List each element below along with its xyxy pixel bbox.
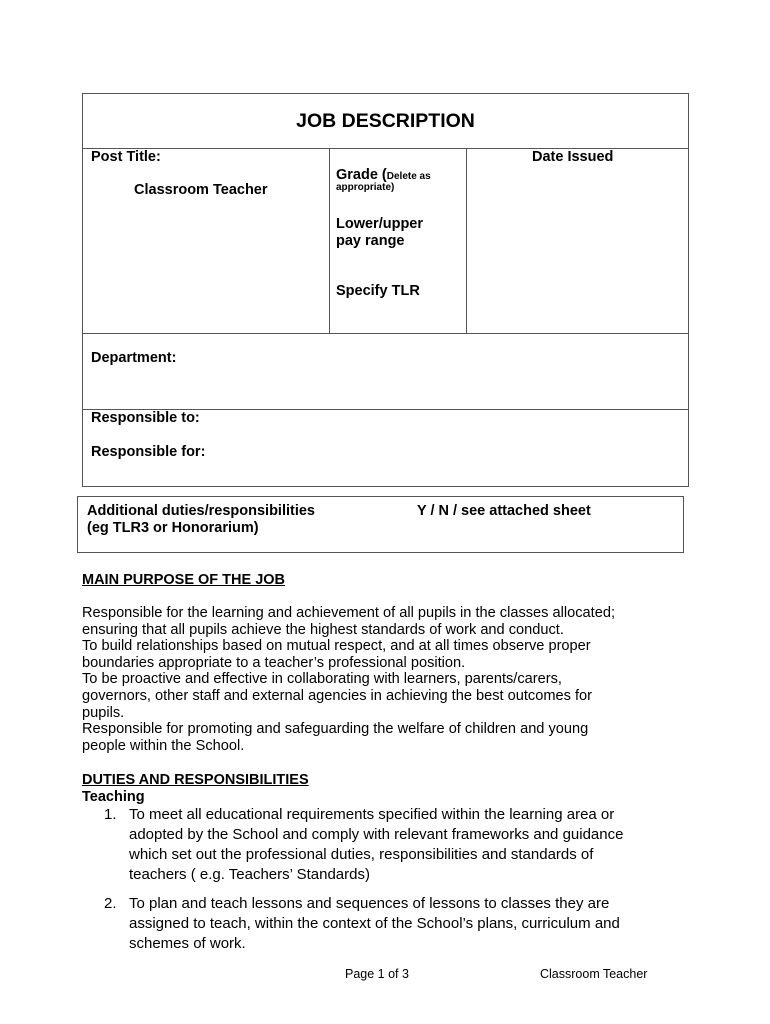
duty-line: schemes of work. — [129, 935, 246, 952]
footer-doc-name: Classroom Teacher — [540, 967, 648, 981]
post-title-label: Post Title: — [91, 149, 161, 165]
grade-label: Grade (Delete as — [336, 167, 431, 183]
lower-upper-line2: pay range — [336, 233, 405, 249]
duty-number: 2. — [104, 895, 117, 912]
additional-duties-label: Additional duties/responsibilities — [87, 503, 315, 519]
grade-column-left-divider — [329, 148, 330, 334]
grade-note: appropriate) — [336, 182, 395, 193]
duty-line: To meet all educational requirements specified within the learning area or — [129, 806, 615, 823]
main-purpose-line: boundaries appropriate to a teacher’s professional position. — [82, 654, 466, 671]
main-purpose-line: governors, other staff and external agencies in achieving the best outcomes for — [82, 687, 593, 704]
lower-upper-line1: Lower/upper — [336, 216, 424, 232]
duties-heading: DUTIES AND RESPONSIBILITIES — [82, 772, 309, 788]
page-number: Page 1 of 3 — [345, 967, 409, 981]
main-purpose-line: pupils. — [82, 704, 125, 721]
main-purpose-line: ensuring that all pupils achieve the highest standards of work and conduct. — [82, 621, 564, 638]
grade-column-right-divider — [466, 148, 467, 334]
department-divider — [82, 333, 689, 334]
additional-duties-options: Y / N / see attached sheet — [417, 503, 591, 519]
duty-line: which set out the professional duties, responsibilities and standards of — [129, 846, 594, 863]
teaching-subheading: Teaching — [82, 789, 145, 805]
additional-duties-example: (eg TLR3 or Honorarium) — [87, 520, 259, 536]
main-purpose-heading: MAIN PURPOSE OF THE JOB — [82, 572, 286, 588]
main-purpose-text — [82, 605, 682, 754]
duty-line: assigned to teach, within the context of the School’s plans, curriculum and — [129, 915, 620, 932]
main-purpose-line: people within the School. — [82, 737, 245, 754]
duty-text — [129, 805, 659, 885]
duty-line: adopted by the School and comply with relevant frameworks and guidance — [129, 826, 624, 843]
duty-line: teachers ( e.g. Teachers’ Standards) — [129, 866, 370, 883]
form-title: JOB DESCRIPTION — [296, 110, 475, 132]
main-purpose-line: Responsible for promoting and safeguarding the welfare of children and young — [82, 721, 589, 738]
main-purpose-line: To build relationships based on mutual respect, and at all times observe proper — [82, 638, 591, 655]
post-title-value: Classroom Teacher — [134, 182, 268, 198]
duty-number: 1. — [104, 806, 117, 823]
main-purpose-line: To be proactive and effective in collaborating with learners, parents/carers, — [82, 671, 562, 688]
specify-tlr-label: Specify TLR — [336, 283, 420, 299]
department-label: Department: — [91, 350, 177, 366]
main-purpose-line: Responsible for the learning and achievement of all pupils in the classes allocated; — [82, 605, 615, 621]
duty-line: To plan and teach lessons and sequences of lessons to classes they are — [129, 895, 610, 912]
date-issued-label: Date Issued — [532, 149, 614, 165]
responsible-for-label: Responsible for: — [91, 444, 206, 460]
responsible-to-label: Responsible to: — [91, 410, 200, 426]
duty-text — [129, 894, 659, 954]
